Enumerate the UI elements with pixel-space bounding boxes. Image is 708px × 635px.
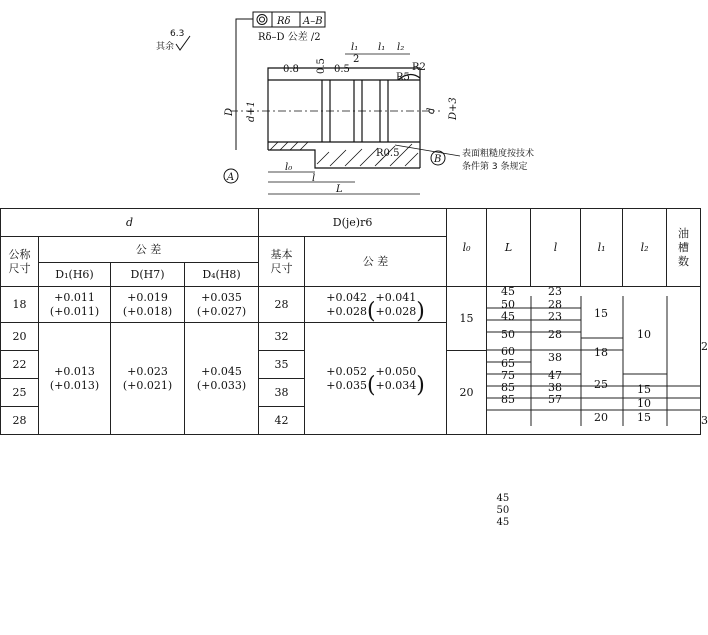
dim-2: 2 (353, 54, 360, 65)
header-tol2: 公 差 (305, 237, 447, 287)
l2-value: 10 (637, 328, 651, 341)
header-D1: D₁(H6) (39, 263, 111, 287)
L-value: 85 (501, 393, 515, 406)
L-value: 85 (501, 381, 515, 394)
concentricity-icon (257, 15, 267, 25)
dim-l1-b: l₁ (378, 42, 386, 53)
table-row: 28 42 3 (1, 407, 701, 435)
note-line-2: 条件第 3 条规定 (462, 162, 528, 172)
roughness-value: 6.3 (170, 29, 185, 39)
cell-nominal: 28 (1, 407, 39, 435)
fcf-tolerance: Rδ (277, 16, 291, 27)
dim-d: d (426, 107, 437, 114)
cell-d4: +0.045 (+0.033) (185, 323, 259, 435)
cell-l0: 15 (447, 287, 487, 351)
header-grooves: 油 槽 数 (667, 209, 701, 287)
header-l1: l₁ (581, 209, 623, 287)
L-value: 50 (501, 298, 515, 311)
dim-l2: l₂ (397, 42, 405, 53)
header-DH7: D(H7) (111, 263, 185, 287)
dim-L: L (336, 184, 343, 195)
cell-basic: 35 (259, 351, 305, 379)
cell-nominal: 22 (1, 351, 39, 379)
dim-r05: R0.5 (376, 148, 400, 159)
cell-d1: +0.013 (+0.013) (39, 323, 111, 435)
L-45a: 45 (496, 492, 510, 504)
roughness-label: 其余 (156, 42, 175, 52)
l2-value: 15 (637, 411, 651, 424)
header-tol: 公 差 (39, 237, 259, 263)
L-value: 60 (501, 345, 515, 358)
bushing-section (230, 68, 440, 168)
header-basic: 基本 尺寸 (259, 237, 305, 287)
ra-05: 0.5 (316, 58, 327, 74)
l2-value: 10 (637, 397, 651, 410)
header-l: l (531, 209, 581, 287)
cell-dh7: +0.019 (+0.018) (111, 287, 185, 323)
l2-value: 15 (637, 383, 651, 396)
cell-tol: +0.052 +0.035(+0.050 +0.034) (305, 323, 447, 435)
l1-value: 20 (594, 411, 608, 424)
dim-r2: R2 (412, 62, 426, 73)
L-45b: 45 (496, 516, 510, 528)
L-value: 45 (501, 285, 515, 298)
dim-d-plus-1: d+1 (246, 100, 257, 122)
l-value: 47 (548, 369, 562, 382)
dim-l1-a: l₁ (351, 42, 359, 53)
l-value: 23 (548, 285, 562, 298)
header-l0: l₀ (447, 209, 487, 287)
fcf-note: Rδ–D 公差 /2 (258, 32, 321, 43)
l1-value: 25 (594, 378, 608, 391)
l-value: 28 (548, 328, 562, 341)
l-value: 23 (548, 310, 562, 323)
l1-value: 18 (594, 346, 608, 359)
fcf-datum: A–B (303, 16, 323, 27)
dim-l: l (312, 173, 316, 184)
L-value: 45 (501, 310, 515, 323)
ra-08: 0.8 (283, 64, 299, 75)
cell-dh7: +0.023 (+0.021) (111, 323, 185, 435)
dim-D-plus-3: D+3 (448, 97, 459, 120)
datum-b: B (434, 154, 442, 165)
feature-control-frame (236, 12, 325, 150)
cell-basic: 28 (259, 287, 305, 323)
cell-basic: 42 (259, 407, 305, 435)
L-value: 75 (501, 369, 515, 382)
l-value: 57 (548, 393, 562, 406)
cell-basic: 38 (259, 379, 305, 407)
header-L: L (487, 209, 531, 287)
header-D4: D₄(H8) (185, 263, 259, 287)
sub-grid (487, 287, 701, 528)
l-value: 38 (548, 381, 562, 394)
dimension-table (0, 208, 708, 528)
cell-nominal: 18 (1, 287, 39, 323)
L-50a: 50 (496, 504, 510, 516)
cell-nominal: 25 (1, 379, 39, 407)
bushing-drawing (0, 0, 700, 208)
header-nominal: 公称 尺寸 (1, 237, 39, 287)
l-value: 28 (548, 298, 562, 311)
dim-l0: l₀ (285, 162, 293, 173)
cell-nominal: 20 (1, 323, 39, 351)
header-D: D(je)r6 (259, 209, 447, 237)
cell-d1: +0.011 (+0.011) (39, 287, 111, 323)
L-value: 50 (501, 328, 515, 341)
cell-l0: 20 (447, 351, 487, 435)
dim-r5: R5 (396, 72, 410, 83)
L-value: 65 (501, 357, 515, 370)
dim-D: D (224, 107, 235, 116)
datum-a: A (227, 172, 235, 183)
table-row: 18 +0.011 (+0.011) +0.019 (+0.018) +0.035 (+0.027) 28 +0.042 +0.028(+0.041 +0.028) 15 45 50 45 2 (1, 287, 701, 323)
note-line-1: 表面粗糙度按技术 (462, 149, 535, 159)
cell-tol: +0.042 +0.028(+0.041 +0.028) (305, 287, 447, 323)
header-d: d (1, 209, 259, 237)
cell-basic: 32 (259, 323, 305, 351)
cell-d4: +0.035 (+0.027) (185, 287, 259, 323)
ra-05-b: 0.5 (334, 64, 350, 75)
l1-value: 15 (594, 307, 608, 320)
header-l2: l₂ (623, 209, 667, 287)
l-value: 38 (548, 351, 562, 364)
